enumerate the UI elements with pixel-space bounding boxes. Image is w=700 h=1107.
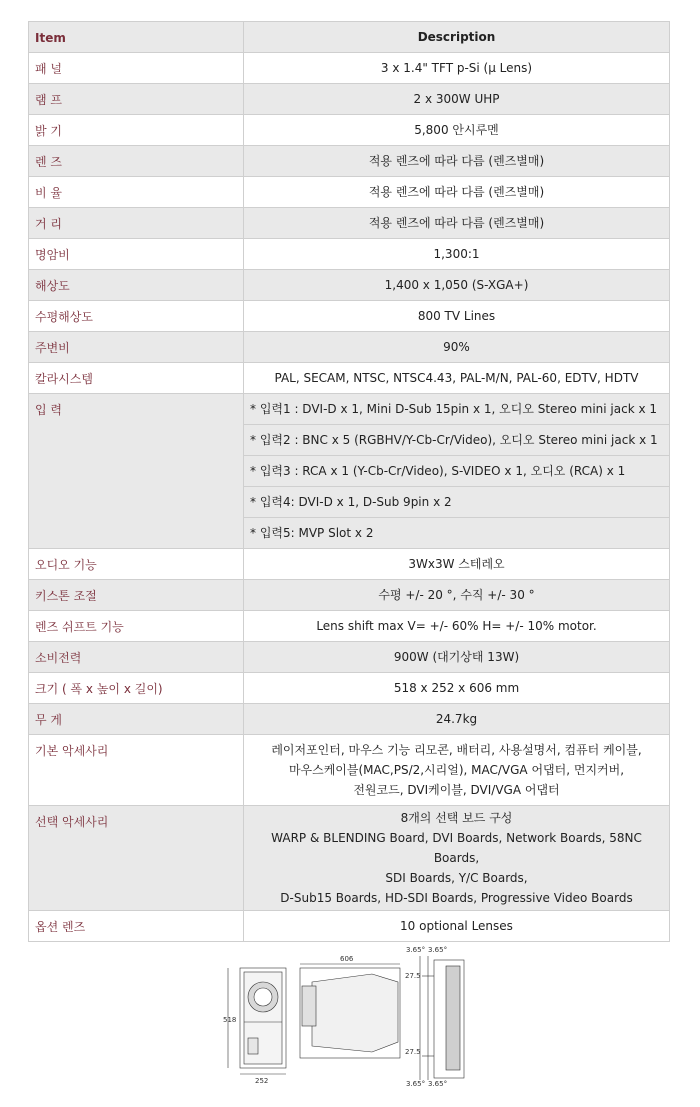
table-header-row	[29, 22, 670, 53]
table-row	[29, 301, 670, 332]
accessories-line: 레이저포인터, 마우스 기능 리모콘, 배터리, 사용설명서, 컴퓨터 케이블,	[271, 743, 642, 757]
row-label: 비 율	[29, 177, 244, 208]
input-item: * 입력4: DVI-D x 1, D-Sub 9pin x 2	[244, 487, 670, 518]
row-value: 3 x 1.4" TFT p-Si (μ Lens)	[244, 53, 670, 84]
row-value: 1,400 x 1,050 (S-XGA+)	[244, 270, 670, 301]
row-value: 2 x 300W UHP	[244, 84, 670, 115]
row-value: 3Wx3W 스테레오	[244, 549, 670, 580]
row-value: 900W (대기상태 13W)	[244, 642, 670, 673]
table-row	[29, 363, 670, 394]
row-label: 크기 ( 폭 x 높이 x 길이)	[29, 673, 244, 704]
row-label: 옵션 렌즈	[29, 911, 244, 942]
row-value: 24.7kg	[244, 704, 670, 735]
vent-grille	[446, 966, 460, 1070]
row-label: 수평해상도	[29, 301, 244, 332]
row-value: 800 TV Lines	[244, 301, 670, 332]
row-label: 주변비	[29, 332, 244, 363]
optional-label: 선택 악세사리	[29, 806, 244, 911]
angle-bottom-left-label: 3.65°	[406, 1080, 426, 1087]
optional-row	[29, 806, 670, 911]
bottom-offset-label: 27.5	[405, 1048, 421, 1056]
row-label: 램 프	[29, 84, 244, 115]
input-label: 입 력	[29, 394, 244, 549]
row-label: 해상도	[29, 270, 244, 301]
angle-top-left-label: 3.65°	[406, 946, 426, 954]
table-row	[29, 53, 670, 84]
input-row	[29, 394, 670, 425]
accessories-value	[244, 735, 670, 806]
table-row	[29, 84, 670, 115]
row-label: 칼라시스템	[29, 363, 244, 394]
row-value: PAL, SECAM, NTSC, NTSC4.43, PAL-M/N, PAL-60, EDTV, HDTV	[244, 363, 670, 394]
optional-line: WARP & BLENDING Board, DVI Boards, Network Boards, 58NC Boards,	[271, 831, 642, 865]
table-row	[29, 673, 670, 704]
row-label: 렌즈 쉬프트 기능	[29, 611, 244, 642]
table-row	[29, 611, 670, 642]
row-label: 오디오 기능	[29, 549, 244, 580]
row-value: 적용 렌즈에 따라 다름 (렌즈별매)	[244, 146, 670, 177]
row-label: 패 널	[29, 53, 244, 84]
row-value: 적용 렌즈에 따라 다름 (렌즈별매)	[244, 208, 670, 239]
input-item: * 입력3 : RCA x 1 (Y-Cb-Cr/Video), S-VIDEO x 1, 오디오 (RCA) x 1	[244, 456, 670, 487]
width-dimension-label: 252	[255, 1077, 269, 1085]
height-dimension-label: 518	[223, 1016, 237, 1024]
dimension-diagram	[222, 942, 478, 1087]
row-label: 렌 즈	[29, 146, 244, 177]
top-offset-label: 27.5	[405, 972, 421, 980]
length-dimension-label: 606	[340, 955, 354, 963]
row-value: 518 x 252 x 606 mm	[244, 673, 670, 704]
optional-line: D-Sub15 Boards, HD-SDI Boards, Progressive Video Boards	[280, 891, 633, 905]
accessories-label: 기본 악세사리	[29, 735, 244, 806]
table-row	[29, 911, 670, 942]
table-row	[29, 239, 670, 270]
angle-bottom-right-label: 3.65°	[428, 1080, 448, 1087]
optional-line: 8개의 선택 보드 구성	[400, 811, 513, 825]
row-label: 밝 기	[29, 115, 244, 146]
row-value: 1,300:1	[244, 239, 670, 270]
table-row	[29, 332, 670, 363]
table-row	[29, 177, 670, 208]
row-label: 키스톤 조절	[29, 580, 244, 611]
row-value: 10 optional Lenses	[244, 911, 670, 942]
accessories-line: 전원코드, DVI케이블, DVI/VGA 어댑터	[353, 783, 560, 797]
angle-top-right-label: 3.65°	[428, 946, 448, 954]
input-item: * 입력5: MVP Slot x 2	[244, 518, 670, 549]
header-item: Item	[29, 22, 244, 53]
row-label: 명암비	[29, 239, 244, 270]
header-description: Description	[244, 22, 670, 53]
accessories-row	[29, 735, 670, 806]
table-row	[29, 704, 670, 735]
optional-value	[244, 806, 670, 911]
row-value: 적용 렌즈에 따라 다름 (렌즈별매)	[244, 177, 670, 208]
table-row	[29, 208, 670, 239]
row-value: 수평 +/- 20 °, 수직 +/- 30 °	[244, 580, 670, 611]
row-label: 거 리	[29, 208, 244, 239]
table-row	[29, 642, 670, 673]
input-item: * 입력1 : DVI-D x 1, Mini D-Sub 15pin x 1, 오디오 Stereo mini jack x 1	[244, 394, 670, 425]
row-value: 5,800 안시루멘	[244, 115, 670, 146]
optional-line: SDI Boards, Y/C Boards,	[385, 871, 528, 885]
row-label: 소비전력	[29, 642, 244, 673]
table-row	[29, 270, 670, 301]
lens-inner-icon	[254, 988, 272, 1006]
row-value: Lens shift max V= +/- 60% H= +/- 10% motor.	[244, 611, 670, 642]
input-item: * 입력2 : BNC x 5 (RGBHV/Y-Cb-Cr/Video), 오디오 Stereo mini jack x 1	[244, 425, 670, 456]
table-row	[29, 115, 670, 146]
spec-table	[28, 21, 670, 942]
table-row	[29, 549, 670, 580]
row-label: 무 게	[29, 704, 244, 735]
table-row	[29, 580, 670, 611]
row-value: 90%	[244, 332, 670, 363]
table-row	[29, 146, 670, 177]
accessories-line: 마우스케이블(MAC,PS/2,시리얼), MAC/VGA 어댑터, 먼지커버,	[288, 763, 625, 777]
